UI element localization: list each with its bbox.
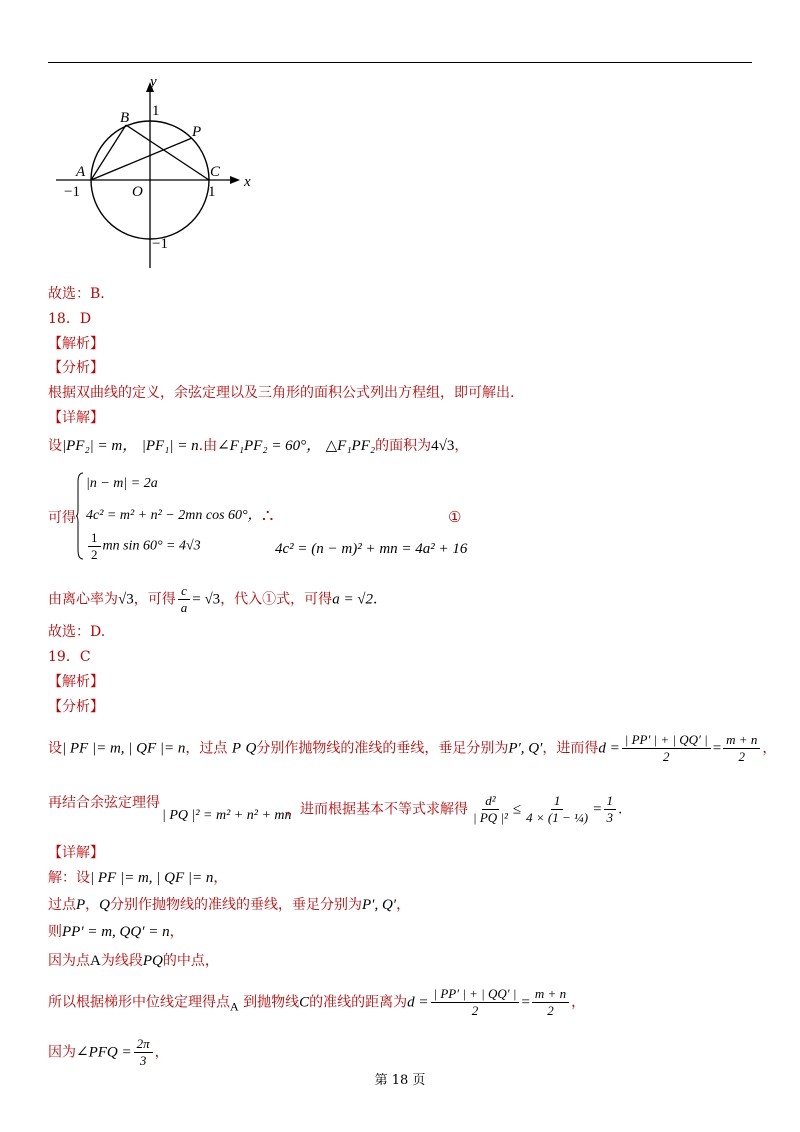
point-a-label: A	[76, 164, 86, 180]
solution-line-4: 因为点A为线段PQ的中点，	[48, 953, 219, 969]
tick-one-right: 1	[208, 184, 216, 200]
point-b-label: B	[120, 110, 130, 126]
xiangjie-heading-2: 【详解】	[48, 845, 104, 861]
top-rule	[48, 62, 752, 63]
page-number: 第 18 页	[374, 1073, 426, 1088]
solution-line-5: 所以根据梯形中位线定理得点A 到抛物线C的准线的距离为d = $\frac{| PP' | + | QQ' |}{2}$ = $\frac{m + n}{2}$ ，	[48, 986, 586, 1018]
eq-4c2: 4c² = (n − m)² + mn = 4a² + 16	[275, 541, 468, 557]
kede-label: 可得	[48, 510, 76, 526]
fenxi-heading: 【分析】	[48, 360, 104, 376]
jiexi-heading-2: 【解析】	[48, 674, 104, 690]
system-eq-3: $\frac{1}{2}$ mn sin 60° = 4√3	[86, 530, 201, 563]
q18-set-line: 设|PF₂| = m， |PF₁| = n.由∠F₁PF₂ = 60°， △F₁PF₂的面积为4√3，	[48, 438, 469, 454]
tick-neg-one-bottom: −1	[152, 236, 168, 252]
tick-one-top: 1	[152, 103, 160, 119]
q18-set-n: |PF₁| = n	[141, 438, 199, 454]
xiangjie-heading: 【详解】	[48, 410, 104, 426]
q18-analysis: 根据双曲线的定义，余弦定理以及三角形的面积公式列出方程组，即可解出.	[48, 385, 515, 401]
q18-area-value: 4√3	[431, 438, 455, 454]
origin-label: O	[132, 184, 143, 200]
q18-triangle: △F₁PF₂	[325, 438, 376, 454]
point-p-label: P	[192, 124, 202, 140]
circled-one: ①	[448, 508, 462, 526]
q19-analysis-line2: 再结合余弦定理得	[48, 795, 160, 811]
solution-line-1: 解：设| PF |= m, | QF |= n，	[48, 870, 228, 886]
jiexi-heading: 【解析】	[48, 336, 104, 352]
solution-line-2: 过点P，Q分别作抛物线的准线的垂线，垂足分别为P′, Q′，	[48, 897, 411, 913]
point-c-label: C	[210, 164, 221, 180]
tick-neg-one-left: −1	[64, 184, 80, 200]
system-eq-2: 4c² = m² + n² − 2mn cos 60°，	[86, 508, 262, 523]
fenxi-heading-2: 【分析】	[48, 699, 104, 715]
solution-line-3: 则PP′ = m, QQ′ = n，	[48, 924, 184, 940]
answer-b: 故选：B.	[48, 286, 105, 302]
answer-d: 故选：D.	[48, 624, 106, 640]
q19-analysis-line2b: ，进而根据基本不等式求解得 $\frac{\text{d²}}{\text{| PQ |²}}$ ≤ $\frac{1}{\text{4 × (1 − ¼)}}$ = $\frac{1}{3}$ .	[286, 793, 623, 825]
q19-cosine-eq: | PQ |² = m² + n² + mn	[162, 808, 292, 823]
eccentricity-line: 由离心率为√3，可得 $\frac{c}{a}$ = √3，代入①式，可得a = √2.	[48, 583, 378, 615]
question-18-heading: 18．D	[48, 311, 92, 327]
q18-angle: ∠F₁PF₂ = 60°，	[217, 438, 322, 454]
circle-figure	[48, 72, 268, 277]
system-eq-1: |n − m| = 2a	[86, 476, 158, 491]
q18-set-m: |PF₂| = m，	[62, 438, 138, 454]
x-axis-label: x	[244, 174, 251, 190]
solution-line-6: 因为∠PFQ = $\frac{2\pi}{3}$ ，	[48, 1036, 169, 1068]
therefore-symbol: ∴	[262, 506, 274, 527]
left-brace-icon	[76, 472, 84, 560]
y-axis-label: y	[150, 74, 157, 90]
q19-analysis-line1: 设| PF |= m, | QF |= n，过点 P Q分别作抛物线的准线的垂线，垂足分别为P′, Q′，进而得d = $\frac{| PP' | + | QQ' |}{2}$ = $\frac{m + n}{2}$ ，	[48, 732, 777, 764]
question-19-heading: 19．C	[48, 649, 91, 665]
